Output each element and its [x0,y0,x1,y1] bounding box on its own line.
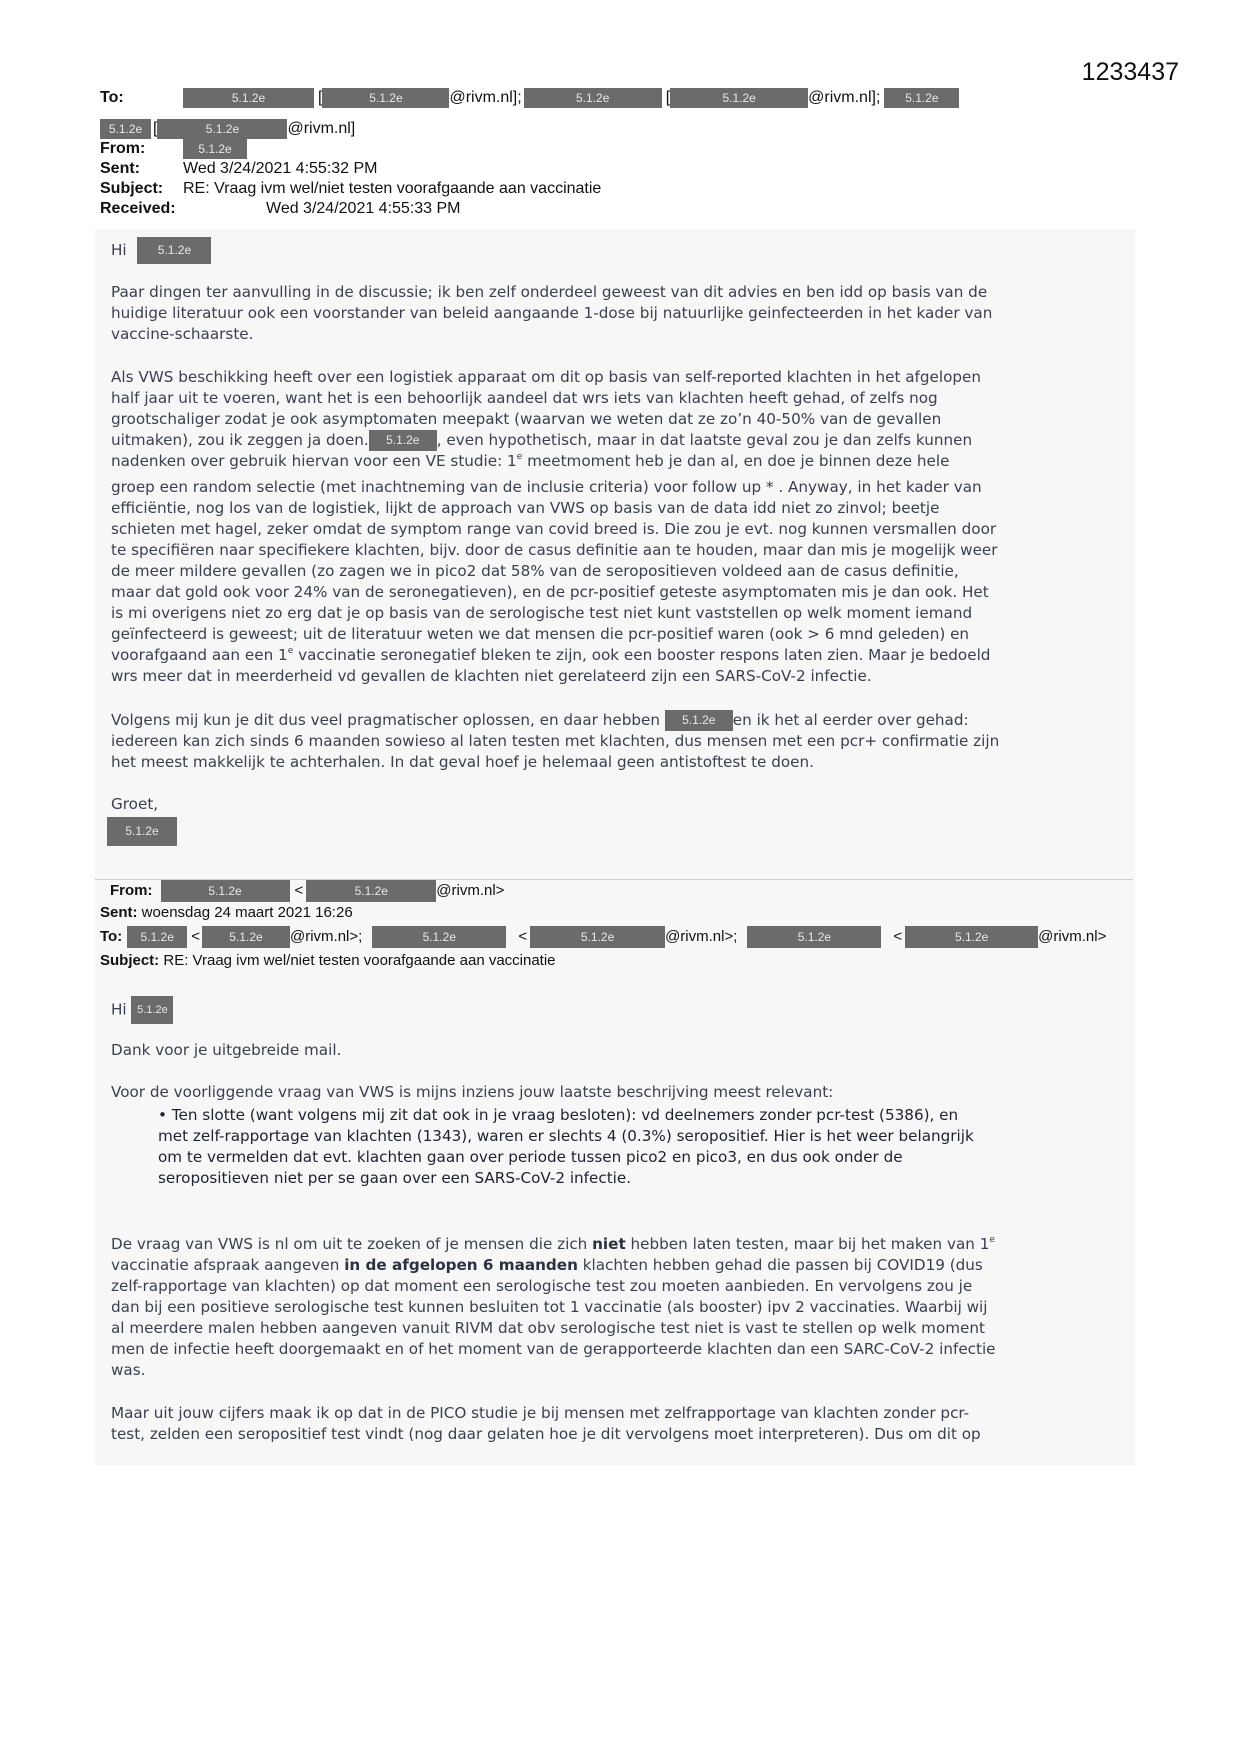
text-line [111,451,981,472]
header2-subject-row [100,950,556,972]
superscript: e [516,452,523,462]
subject-label: Subject: [100,180,164,197]
text-line: met zelf-rapportage van klachten (1343), waren er slechts 4 (0.3%) seropositief. Hier is het weer belangrijk [158,1127,974,1145]
text-line: te specifiëren naar specifiekere klachten, bijv. door de casus definitie aan te houden, maar dan mis je mogelijk weer [111,541,998,559]
redaction: 5.1.2e [524,88,662,108]
text-segment: hebben laten testen, maar bij het maken van 1 [625,1235,990,1253]
redaction: 5.1.2e [905,926,1038,948]
bracket: [ [665,89,671,107]
redaction: 5.1.2e [369,430,437,451]
sent-value: Wed 3/24/2021 4:55:32 PM [183,160,378,177]
text-line [111,1255,996,1276]
subject-value: RE: Vraag ivm wel/niet testen voorafgaande aan vaccinatie [163,952,556,969]
text-line: men de infectie heeft doorgemaakt en of het moment van de gerapporteerde klachten dan een SARC-CoV-2 infectie [111,1340,996,1358]
lt: < [191,928,200,945]
text-line [111,1234,996,1255]
text-segment: meetmoment heb je dan al, en doe je binnen deze hele [522,452,950,470]
lt: < [518,928,528,945]
text-line: is mi overigens niet zo erg dat je op basis van de serologische test niet kunt vaststellen op welk moment iemand [111,604,973,622]
text-line [111,430,981,451]
text-line: Maar uit jouw cijfers maak ik op dat in de PICO studie je bij mensen met zelfrapportage van klachten zonder pcr- [111,1404,970,1422]
text-segment: klachten hebben gehad die passen bij COVID19 (dus [577,1256,983,1274]
from-label: From: [110,882,153,899]
redaction: 5.1.2e [670,88,808,108]
header2-from-row [110,880,504,902]
header-to-row-2 [100,119,355,139]
paragraph [111,367,981,472]
greeting-2 [111,996,173,1024]
text-line: Paar dingen ter aanvulling in de discussie; ik ben zelf onderdeel geweest van dit advies en ben idd op basis van de [111,283,988,301]
redaction: 5.1.2e [100,119,151,139]
redaction: 5.1.2e [107,817,177,846]
email-suffix: @rivm.nl] [287,120,356,138]
signature [107,817,177,846]
redaction: 5.1.2e [322,88,449,108]
paragraph [111,282,992,345]
received-value: Wed 3/24/2021 4:55:33 PM [266,200,461,217]
lt: < [294,882,304,899]
header-to-row [100,88,959,108]
to-label: To: [100,928,123,945]
redaction: 5.1.2e [530,926,665,948]
text-line: test, zelden een seropositief test vindt (nog daar gelaten hoe je dit vervolgens moet interpreteren). Dus om dit op [111,1425,981,1443]
text-line: was. [111,1361,146,1379]
paragraph [111,1403,981,1445]
from-label: From: [100,140,146,158]
bracket: [ [318,89,323,107]
text-segment: en ik het al eerder over gehad: [732,711,969,729]
thanks-line: Dank voor je uitgebreide mail. [111,1041,342,1059]
redaction: 5.1.2e [747,926,881,948]
intro-line: Voor de voorliggende vraag van VWS is mijns inziens jouw laatste beschrijving meest relevant: [111,1083,834,1101]
text-line: de meer mildere gevallen (zo zagen we in pico2 dat 58% van de seropositieven voldeed aan de casus definitie, [111,562,959,580]
text-line: Als VWS beschikking heeft over een logistiek apparaat om dit op basis van self-reported klachten in het afgelopen [111,368,981,386]
text-segment: vaccinatie seronegatief bleken te zijn, ook een booster respons laten zien. Maar je bedoeld [293,646,991,664]
email-suffix: @rivm.nl> [436,882,505,899]
superscript: e [287,646,294,656]
redaction: 5.1.2e [183,88,314,108]
paragraph [111,477,998,687]
text-line: iedereen kan zich sinds 6 maanden sowieso al laten testen met klachten, dus mensen met een pcr+ confirmatie zijn [111,732,1000,750]
document-number: 1233437 [1081,58,1179,86]
header-subject-row [100,179,601,199]
subject-value: RE: Vraag ivm wel/niet testen voorafgaande aan vaccinatie [183,180,602,197]
greeting-1 [111,237,211,264]
closing: Groet, [111,795,159,813]
text-segment: De vraag van VWS is nl om uit te zoeken of je mensen die zich [111,1235,593,1253]
text-segment: voorafgaand aan een 1 [111,646,288,664]
text-line: vaccine-schaarste. [111,325,254,343]
text-line: wrs meer dat in meerderheid vd gevallen de klachten niet gerelateerd zijn een SARS-CoV-2 infectie. [111,667,872,685]
sent-value: woensdag 24 maart 2021 16:26 [141,904,353,921]
redaction: 5.1.2e [157,119,287,139]
redaction: 5.1.2e [131,996,173,1024]
text-line: het meest makkelijk te achterhalen. In dat geval hoef je helemaal geen antistoftest te doen. [111,753,814,771]
received-label: Received: [100,200,176,217]
email-suffix: @rivm.nl> [1038,928,1107,945]
text-line: half jaar uit te voeren, want het is een behoorlijk aandeel dat wrs iets van klachten heeft gehad, of zelfs nog [111,389,938,407]
header-from-row [100,139,247,159]
text-segment: Volgens mij kun je dit dus veel pragmatischer oplossen, en daar hebben [111,711,665,729]
text-line: geïnfecteerd is geweest; uit de literatuur weten we dat mensen die pcr-positief waren (ook > 6 mnd geleden) en [111,625,970,643]
text-line [111,645,998,666]
text-line: efficiëntie, nog los van de logistiek, lijkt de approach van VWS op basis van de data idd niet zo zinvol; beetje [111,499,940,517]
text-line: dan bij een positieve serologische test kunnen besluiten tot 1 vaccinatie (als booster) ipv 2 vaccinaties. Waarbij wij [111,1298,988,1316]
email-suffix: @rivm.nl>; [665,928,738,945]
text-line: • Ten slotte (want volgens mij zit dat ook in je vraag besloten): vd deelnemers zonder pcr-test (5386), en [158,1106,959,1124]
header2-to-row [100,926,1106,948]
text-line: om te vermelden dat evt. klachten gaan over periode tussen pico2 en pico3, en dus ook onder de [158,1148,903,1166]
bracket: [ [153,120,158,138]
redaction: 5.1.2e [161,880,290,902]
text-segment: , even hypothetisch, maar in dat laatste geval zou je dan zelfs kunnen [436,431,973,449]
bullet-item [158,1105,974,1189]
email-suffix: @rivm.nl]; [449,89,522,107]
subject-label: Subject: [100,952,160,969]
email-suffix: @rivm.nl]; [808,89,881,107]
paragraph [111,710,999,773]
header-received-row [100,199,461,219]
to-label: To: [100,89,124,107]
text-segment: nadenken over gebruik hiervan voor een VE studie: 1 [111,452,517,470]
redaction: 5.1.2e [306,880,436,902]
text-line: maar dat gold ook voor 24% van de seronegatieven), en de pcr-positief geteste asymptomaten mis je dan ook. Het [111,583,989,601]
text-line: groep een random selectie (met inachtneming van de inclusie criteria) voor follow up * . Anyway, in het kader van [111,478,982,496]
redaction: 5.1.2e [183,139,247,159]
redaction: 5.1.2e [665,710,733,731]
bold-text: in de afgelopen 6 maanden [344,1256,578,1274]
text-segment: uitmaken), zou ik zeggen ja doen. [111,431,369,449]
bold-text: niet [592,1235,626,1253]
header-sent-row [100,159,378,179]
text-line: grootschaliger zodat je ook asymptomaten meepakt (waarvan we weten dat ze zo’n 40-50% van de gevallen [111,410,942,428]
greeting-text: Hi [111,241,127,259]
redaction: 5.1.2e [884,88,959,108]
greeting-text: Hi [111,1000,127,1019]
sent-label: Sent: [100,160,140,177]
text-line: al meerdere malen hebben aangeven vanuit RIVM dat obv serologische test niet is vast te stellen op welk moment [111,1319,985,1337]
text-line: zelf-rapportage van klachten) op dat moment een serologische test zou moeten aanbieden. En vervolgens zou je [111,1277,973,1295]
header2-sent-row [100,902,353,924]
text-line: seropositieven niet per se gaan over een SARS-CoV-2 infectie. [158,1169,632,1187]
redaction: 5.1.2e [202,926,290,948]
redaction: 5.1.2e [137,237,211,264]
sent-label: Sent: [100,904,138,921]
text-line [111,710,999,731]
email-suffix: @rivm.nl>; [289,928,363,945]
text-line: huidige literatuur ook een voorstander van beleid aangaande 1-dose bij natuurlijke geinfecteerden in het kader van [111,304,993,322]
lt: < [893,928,903,945]
redaction: 5.1.2e [127,926,187,948]
redaction: 5.1.2e [372,926,506,948]
paragraph [111,1234,996,1381]
superscript: e [989,1235,995,1245]
text-segment: vaccinatie afspraak aangeven [111,1256,345,1274]
text-line: schieten met hagel, zeker omdat de symptom range van covid breed is. Die zou je evt. nog kunnen versmallen door [111,520,997,538]
